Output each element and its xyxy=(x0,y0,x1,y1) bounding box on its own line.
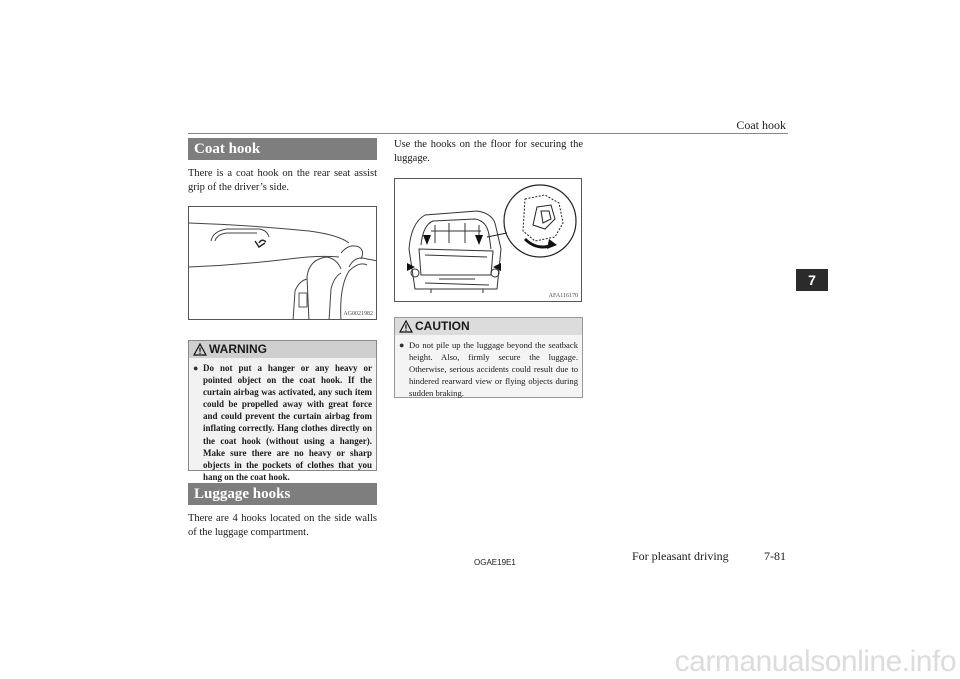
luggage-hooks-usage: Use the hooks on the floor for securing the luggage. xyxy=(394,139,583,164)
caution-label: CAUTION xyxy=(415,319,470,333)
warning-triangle-icon xyxy=(193,343,207,356)
page-number: 7-81 xyxy=(764,549,786,563)
luggage-hooks-figure xyxy=(394,178,582,302)
coat-hook-illustration xyxy=(189,207,377,320)
warning-label: WARNING xyxy=(209,342,267,356)
running-header-title: Coat hook xyxy=(736,118,786,132)
coat-hook-heading: Coat hook xyxy=(188,138,377,160)
footer-code: OGAE19E1 xyxy=(474,558,516,567)
caution-text: Do not pile up the luggage beyond the seatback height. Also, firmly secure the luggage. Otherwise, serious accidents could result due to hindered rearward view or flying objects during sudden braking. xyxy=(409,340,578,398)
caution-header xyxy=(395,318,582,335)
bullet-icon: ● xyxy=(193,363,199,373)
coat-hook-figure-code: AG0021982 xyxy=(343,311,373,317)
chapter-tab: 7 xyxy=(796,269,828,291)
luggage-hooks-intro: There are 4 hooks located on the side walls of the luggage compartment. xyxy=(188,513,377,538)
header-rule xyxy=(188,133,788,134)
warning-text: Do not put a hanger or any heavy or pointed object on the coat hook. If the curtain airbag was activated, any such item could be propelled away with great force and could prevent the curtain airbag from inflating correctly. Hang clothes directly on the coat hook (without using a hanger). Make sure there are no heavy or sharp objects in the pockets of clothes that you hang on the coat hook. xyxy=(203,363,372,482)
luggage-compartment-illustration xyxy=(395,179,582,302)
warning-header xyxy=(189,341,376,358)
caution-triangle-icon xyxy=(399,320,413,333)
warning-box xyxy=(188,340,377,482)
caution-box xyxy=(394,317,583,398)
luggage-figure-code: AFA116170 xyxy=(548,293,578,299)
coat-hook-figure xyxy=(188,206,377,320)
bullet-icon: ● xyxy=(399,340,405,350)
footer-section-title: For pleasant driving xyxy=(632,549,729,563)
coat-hook-intro: There is a coat hook on the rear seat assist grip of the driver’s side. xyxy=(188,168,377,193)
luggage-hooks-heading: Luggage hooks xyxy=(188,483,377,505)
watermark: carmanualsonline.info xyxy=(674,645,956,678)
